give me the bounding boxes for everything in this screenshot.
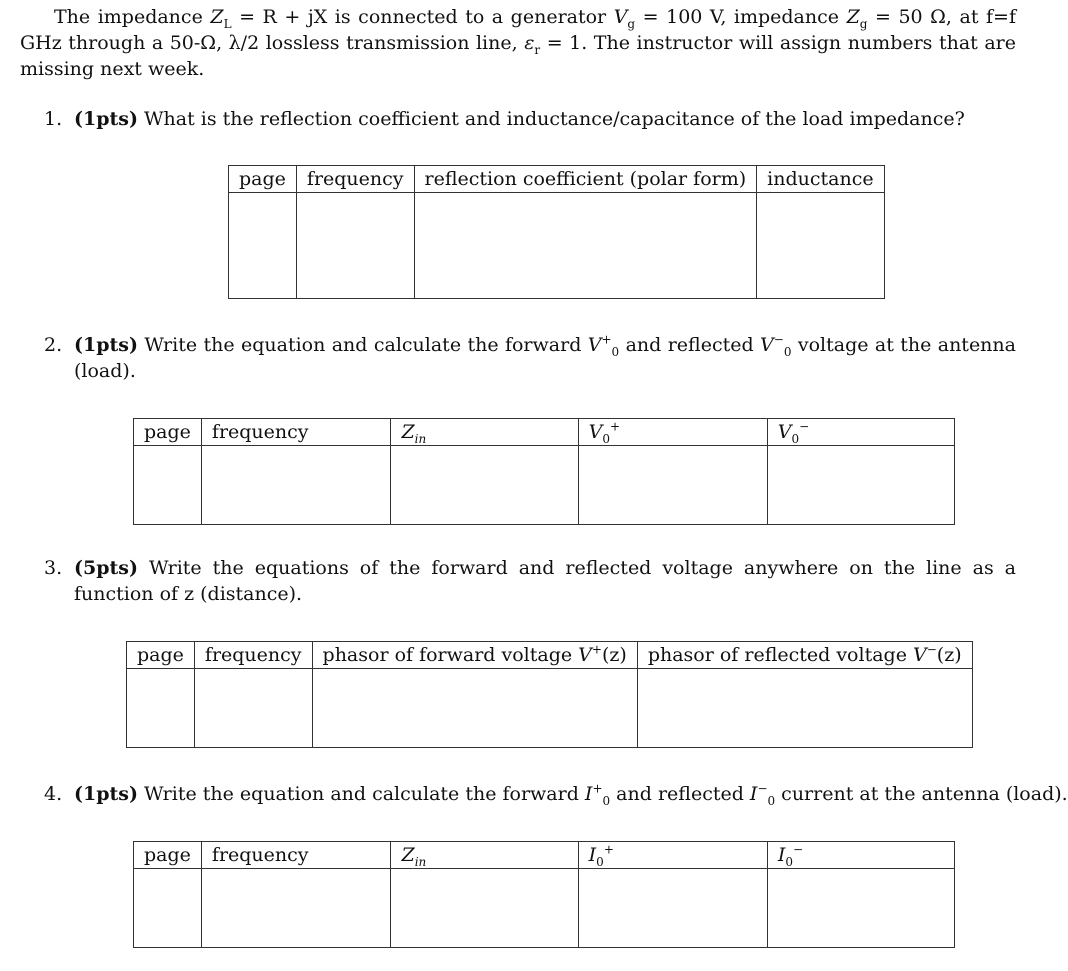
answer-cell[interactable] (194, 669, 312, 748)
answer-cell[interactable] (767, 446, 954, 525)
answer-table-3 (126, 641, 973, 748)
answer-cell[interactable] (637, 669, 972, 748)
col-v0-plus: $V_0^+$ (578, 419, 767, 446)
question-text: (1pts) What is the reflection coefficient and inductance/capacitance of the load impedance? (74, 108, 965, 130)
table-answer-row[interactable] (229, 193, 885, 299)
table-answer-row[interactable] (127, 669, 973, 748)
answer-cell[interactable] (201, 869, 391, 948)
col-frequency: frequency (296, 166, 414, 193)
answer-cell[interactable] (229, 193, 297, 299)
answer-cell[interactable] (312, 669, 637, 748)
answer-cell[interactable] (127, 669, 195, 748)
col-i0-minus: $I_0^-$ (767, 842, 954, 869)
col-zin: $Z_{in}$ (391, 419, 578, 446)
question-number: 4. (44, 783, 63, 805)
table-header-row (229, 166, 885, 193)
answer-cell[interactable] (391, 446, 578, 525)
col-frequency: frequency (201, 842, 391, 869)
question-number: 2. (44, 334, 63, 356)
col-page: page (134, 842, 202, 869)
col-inductance: inductance (757, 166, 884, 193)
col-forward-voltage: phasor of forward voltage V+(z) (312, 642, 637, 669)
question-number: 1. (44, 108, 63, 130)
answer-cell[interactable] (391, 869, 578, 948)
col-reflection-coefficient: reflection coefficient (polar form) (414, 166, 757, 193)
answer-cell[interactable] (578, 446, 767, 525)
col-page: page (229, 166, 297, 193)
table-header-row (134, 419, 955, 446)
col-frequency: frequency (194, 642, 312, 669)
answer-cell[interactable] (134, 446, 202, 525)
col-zin: $Z_{in}$ (391, 842, 578, 869)
question-text: (5pts) Write the equations of the forward and reflected voltage anywhere on the line as a function of z (distance). (74, 557, 1016, 605)
question-text: (1pts) Write the equation and calculate the forward $I^+_0$ and reflected $I^-_0$ current at the antenna (load). (74, 781, 1068, 808)
question-3 (44, 555, 1016, 607)
answer-table-4 (133, 841, 955, 948)
answer-cell[interactable] (578, 869, 767, 948)
answer-table-1 (228, 165, 885, 299)
col-page: page (127, 642, 195, 669)
col-page: page (134, 419, 202, 446)
question-2 (44, 332, 1016, 384)
answer-cell[interactable] (757, 193, 884, 299)
question-number: 3. (44, 557, 63, 579)
answer-cell[interactable] (201, 446, 391, 525)
col-i0-plus: $I_0^+$ (578, 842, 767, 869)
table-answer-row[interactable] (134, 869, 955, 948)
table-header-row (127, 642, 973, 669)
problem-statement: The impedance $Z_L = R$ + jX is connected to a generator $V_g = 100$ V, impedance $Z_g = 50$ Ω, at f=f GHz through a 50-Ω, λ/2 lossless transmission line, $\varepsilon_r = 1$. The instructor will assign numbers that are missing next week. (20, 6, 1016, 80)
answer-table-2 (133, 418, 955, 525)
answer-cell[interactable] (296, 193, 414, 299)
col-reflected-voltage: phasor of reflected voltage V−(z) (637, 642, 972, 669)
answer-cell[interactable] (414, 193, 757, 299)
table-header-row (134, 842, 955, 869)
question-1 (44, 106, 1016, 132)
answer-cell[interactable] (767, 869, 954, 948)
question-text: (1pts) Write the equation and calculate the forward $V^+_0$ and reflected $V^-_0$ voltage at the antenna (load). (74, 332, 1016, 382)
table-answer-row[interactable] (134, 446, 955, 525)
answer-cell[interactable] (134, 869, 202, 948)
col-v0-minus: $V_0^-$ (767, 419, 954, 446)
col-frequency: frequency (201, 419, 391, 446)
question-4 (44, 781, 1068, 808)
